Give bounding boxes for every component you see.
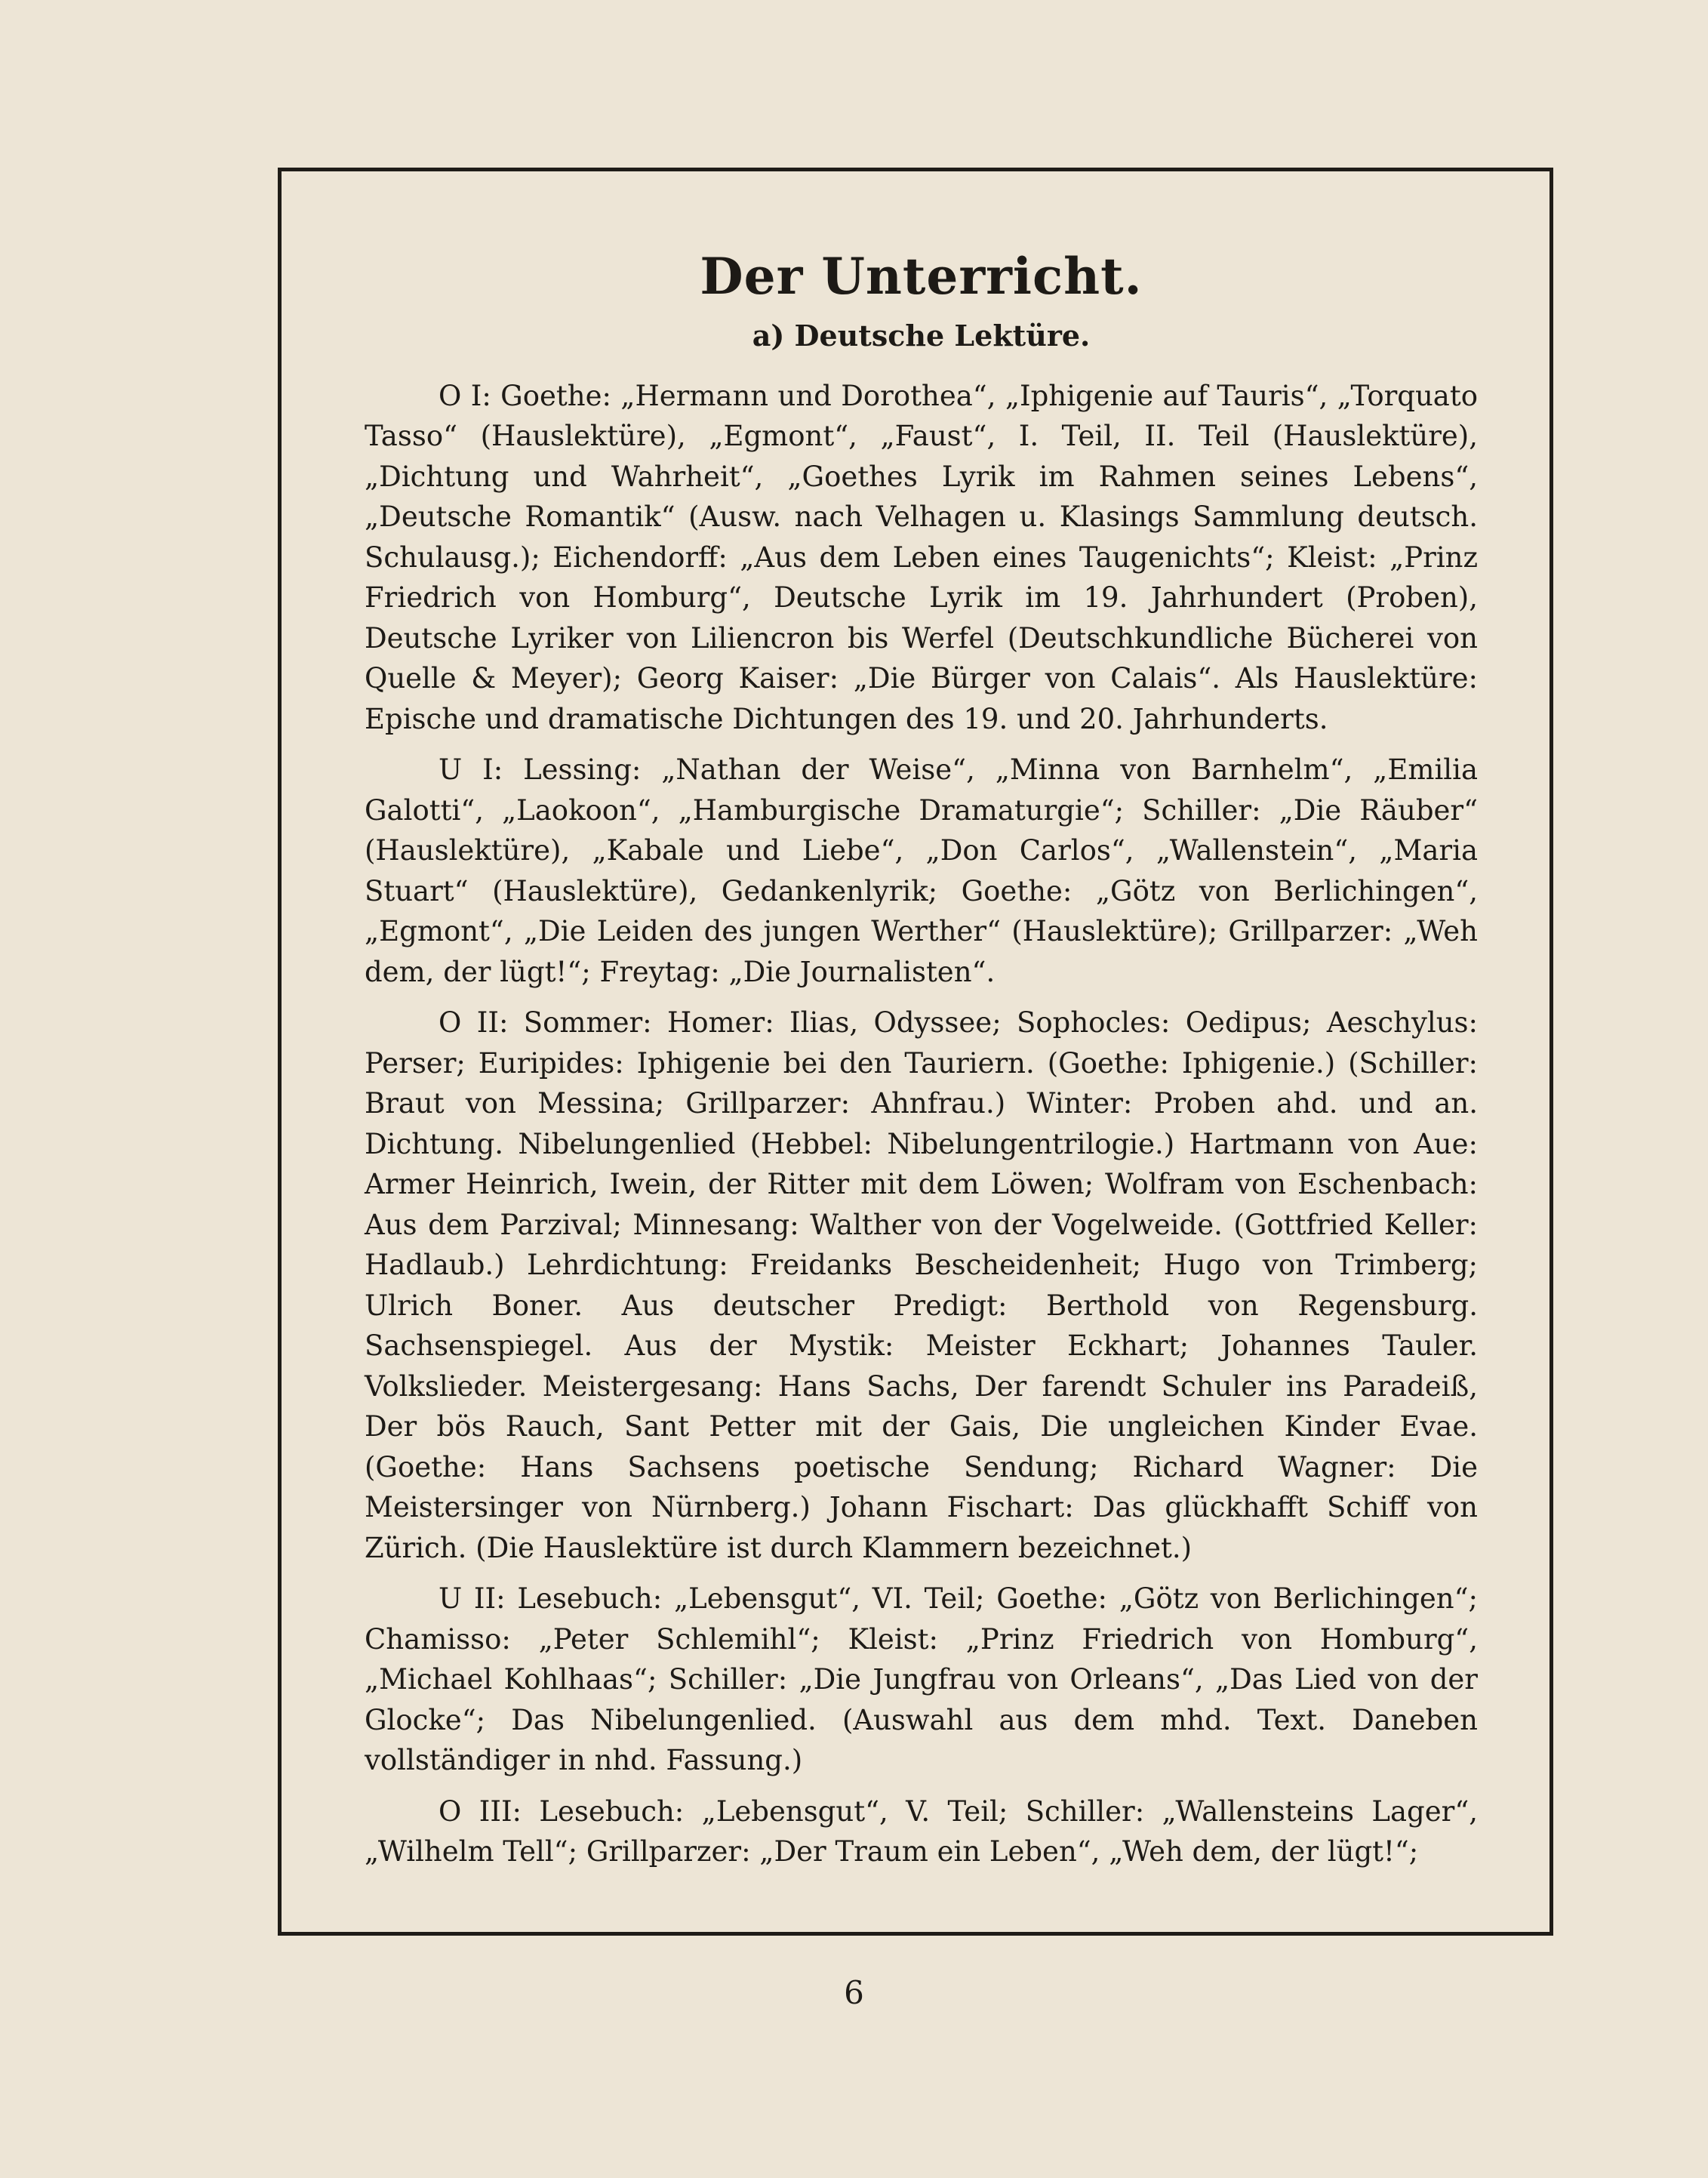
page-number: 6 xyxy=(844,1974,864,2011)
section-subtitle: a) Deutsche Lektüre. xyxy=(752,319,1091,353)
paragraph-u2: U II: Lesebuch: „Lebensgut“, VI. Teil; Goethe: „Götz von Berlichingen“; Chamisso: „Peter Schlemihl“; Kleist: „Prinz Friedrich von Homburg“, „Michael Kohlhaas“; Schiller: „Die Jungfrau von Orleans“, „Das Lied von der Glocke“; Das Nibelungenlied. (Auswahl aus dem mhd. Text. Daneben vollständiger in nhd. Fassung.) xyxy=(365,1582,1478,1777)
page-title: Der Unterricht. xyxy=(700,247,1143,306)
paragraph-o2: O II: Sommer: Homer: Ilias, Odyssee; Sophocles: Oedipus; Aeschylus: Perser; Euripides: Iphigenie bei den Tauriern. (Goethe: Iphigenie.) (Schiller: Braut von Messina; Grillparzer: Ahnfrau.) Winter: Proben ahd. und an. Dichtung. Nibelungenlied (Hebbel: Nibelungentrilogie.) Hartmann von Aue: Armer Heinrich, Iwein, der Ritter mit dem Löwen; Wolfram von Eschenbach: Aus dem Parzival; Minnesang: Walther von der Vogelweide. (Gottfried Keller: Hadlaub.) Lehrdichtung: Freidanks Bescheidenheit; Hugo von Trimberg; Ulrich Boner. Aus deutscher Predigt: Berthold von Regensburg. Sachsenspiegel. Aus der Mystik: Meister Eckhart; Johannes Tauler. Volkslieder. Meistergesang: Hans Sachs, Der farendt Schuler ins Paradeiß, Der bös Rauch, Sant Petter mit der Gais, Die ungleichen Kinder Evae. (Goethe: Hans Sachsens poetische Sendung; Richard Wagner: Die Meistersinger von Nürnberg.) Johann Fischart: Das glückhafft Schiff von Zürich. (Die Hauslektüre ist durch Klammern bezeichnet.) xyxy=(365,1006,1478,1564)
paragraph-o3: O III: Lesebuch: „Lebensgut“, V. Teil; Schiller: „Wallensteins Lager“, „Wilhelm Tell“; Grillparzer: „Der Traum ein Leben“, „Weh dem, der lügt!“; xyxy=(365,1794,1478,1868)
frame-content xyxy=(365,247,1478,1883)
text-frame xyxy=(278,168,1553,1936)
paragraph-u1: U I: Lessing: „Nathan der Weise“, „Minna von Barnhelm“, „Emilia Galotti“, „Laokoon“, „Hamburgische Dramaturgie“; Schiller: „Die Räuber“ (Hauslektüre), „Kabale und Liebe“, „Don Carlos“, „Wallenstein“, „Maria Stuart“ (Hauslektüre), Gedankenlyrik; Goethe: „Götz von Berlichingen“, „Egmont“, „Die Leiden des jungen Werther“ (Hauslektüre); Grillparzer: „Weh dem, der lügt!“; Freytag: „Die Journalisten“. xyxy=(365,753,1478,988)
paragraph-o1: O I: Goethe: „Hermann und Dorothea“, „Iphigenie auf Tauris“, „Torquato Tasso“ (Hauslektüre), „Egmont“, „Faust“, I. Teil, II. Teil (Hauslektüre), „Dichtung und Wahrheit“, „Goethes Lyrik im Rahmen seines Lebens“, „Deutsche Romantik“ (Ausw. nach Velhagen u. Klasings Sammlung deutsch. Schulausg.); Eichendorff: „Aus dem Leben eines Taugenichts“; Kleist: „Prinz Friedrich von Homburg“, Deutsche Lyrik im 19. Jahrhundert (Proben), Deutsche Lyriker von Liliencron bis Werfel (Deutschkundliche Bücherei von Quelle & Meyer); Georg Kaiser: „Die Bürger von Calais“. Als Hauslektüre: Epische und dramatische Dichtungen des 19. und 20. Jahrhunderts. xyxy=(365,379,1478,735)
